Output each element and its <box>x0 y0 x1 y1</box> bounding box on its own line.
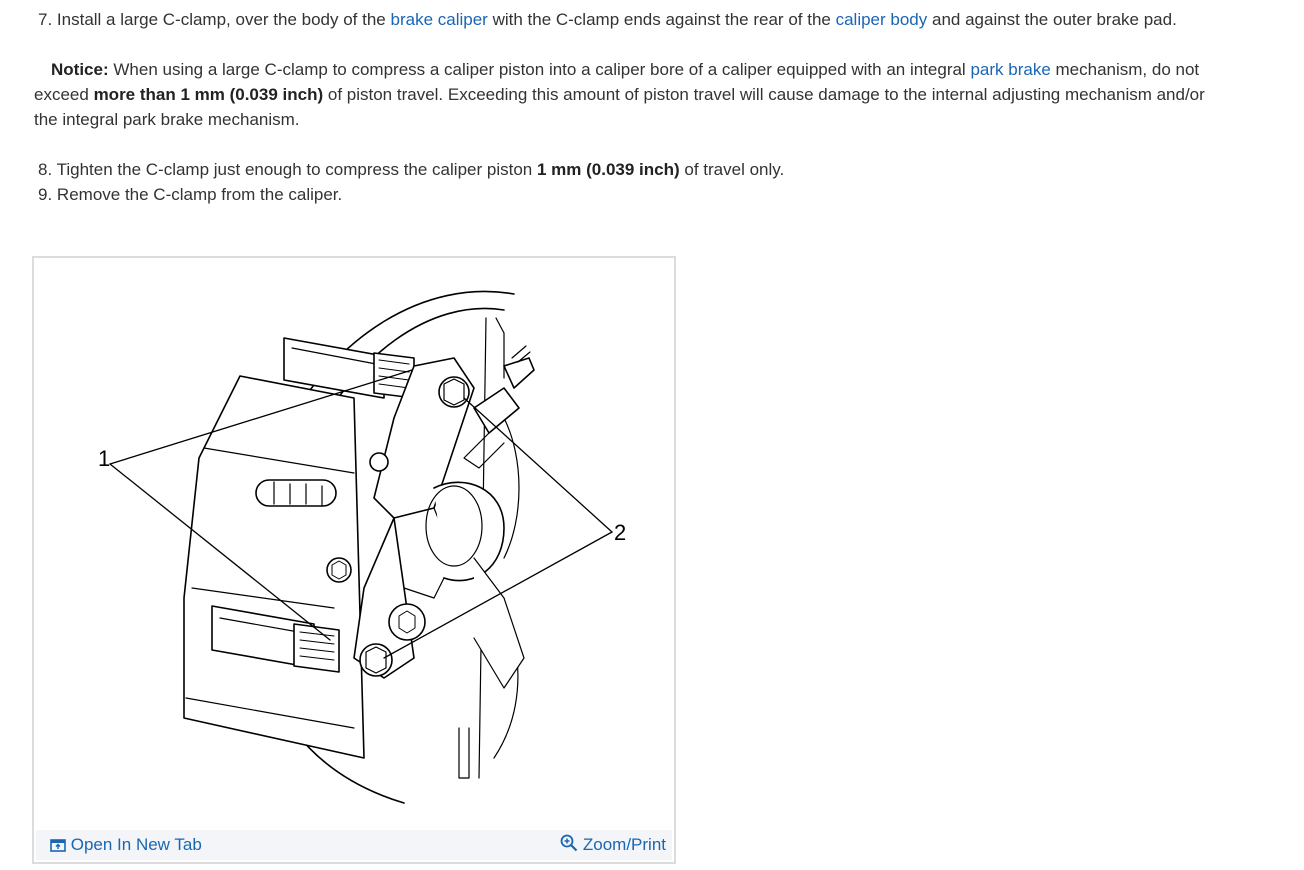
step-number: 8. <box>38 160 53 179</box>
notice-text: When using a large C-clamp to compress a caliper piston into a caliper bore of a caliper equipped with an integral <box>113 60 966 79</box>
notice-label: Notice: <box>51 60 109 79</box>
callout-2: 2 <box>614 520 627 545</box>
notice-text: of piston travel. Exceeding this amount of piston travel will cause damage to the internal adjusting mechanism and/or <box>327 85 1205 104</box>
step-9 <box>38 182 342 207</box>
slot <box>256 480 336 506</box>
brake-caliper-diagram <box>34 258 674 828</box>
sensor <box>504 358 534 388</box>
notice-line-1 <box>51 57 1199 82</box>
step-text: Tighten the C-clamp just enough to compress the caliper piston <box>56 160 533 179</box>
step-text: and against the outer brake pad. <box>932 10 1177 29</box>
step-bold-spec: 1 mm (0.039 inch) <box>536 160 680 179</box>
open-in-new-tab-label: Open In New Tab <box>70 835 202 854</box>
zoom-print-label: Zoom/Print <box>582 835 666 854</box>
notice-text: the integral park brake mechanism. <box>34 110 300 129</box>
step-7 <box>38 7 1177 32</box>
figure-container <box>32 256 676 864</box>
notice-line-2 <box>34 82 1205 107</box>
zoom-print-button[interactable] <box>560 834 666 856</box>
notice-bold-spec: more than 1 mm (0.039 inch) <box>93 85 324 104</box>
open-new-tab-icon <box>50 838 66 852</box>
notice-text: mechanism, do not <box>1055 60 1200 79</box>
brake-caliper-link[interactable]: brake caliper <box>390 10 488 29</box>
notice-line-3 <box>34 107 300 132</box>
step-number: 7. <box>38 10 53 29</box>
callout-1: 1 <box>98 446 111 471</box>
zoom-icon <box>560 834 578 852</box>
park-brake-link[interactable]: park brake <box>970 60 1051 79</box>
step-8 <box>38 157 784 182</box>
step-number: 9. <box>38 185 53 204</box>
notice-text: exceed <box>34 85 89 104</box>
step-text: with the C-clamp ends against the rear of the <box>492 10 831 29</box>
hub <box>434 482 504 580</box>
caliper-body-link[interactable]: caliper body <box>835 10 928 29</box>
step-text: of travel only. <box>684 160 785 179</box>
lower-bolt <box>360 644 392 676</box>
step-text: Remove the C-clamp from the caliper. <box>56 185 343 204</box>
open-in-new-tab-button[interactable] <box>50 834 202 856</box>
figure-footer <box>36 830 672 860</box>
step-text: Install a large C-clamp, over the body of the <box>56 10 386 29</box>
